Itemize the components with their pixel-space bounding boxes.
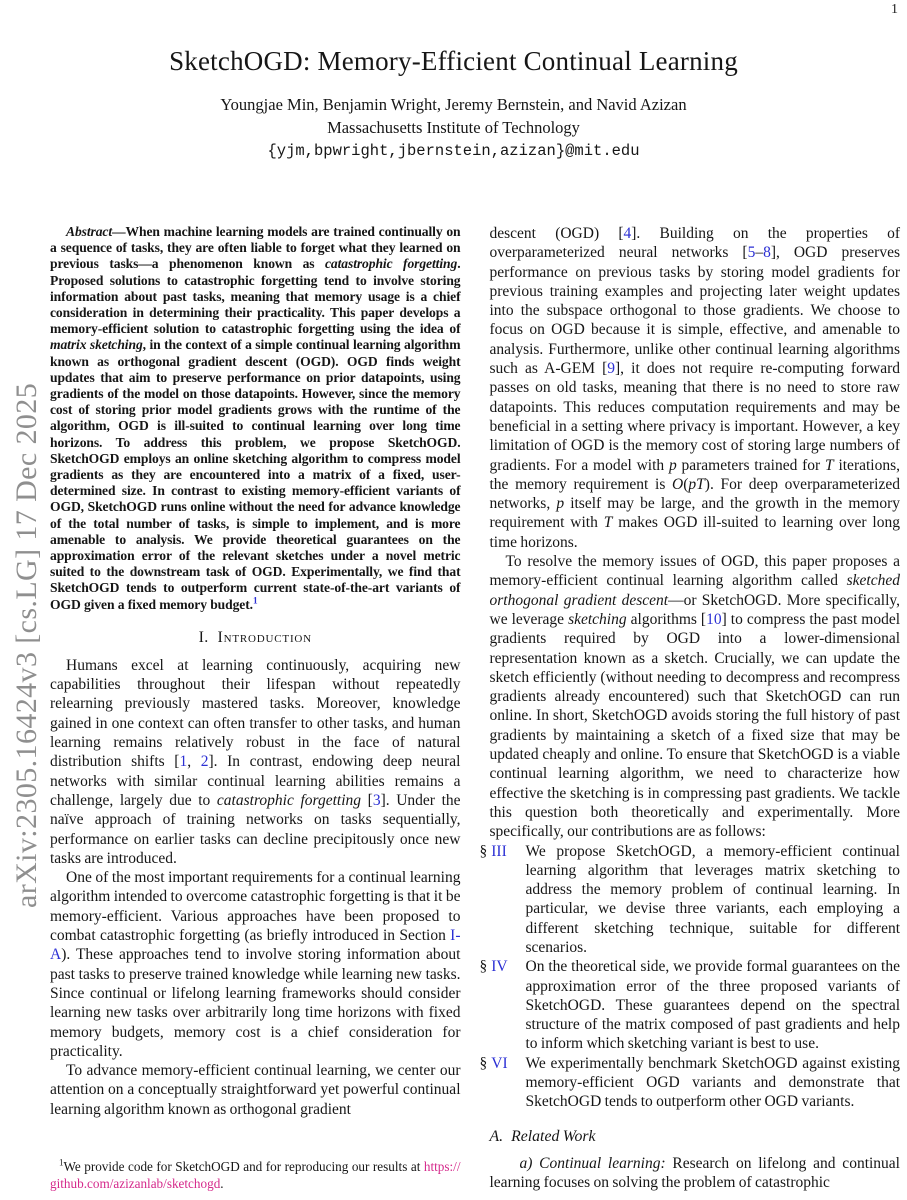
section-symbol: § [479,958,488,976]
section-symbol: § [479,842,488,860]
contribution-marker-1 [480,842,507,861]
related-work-heading [490,1127,901,1146]
intro-paragraph-2: One of the most important requirements for a continual learning algorithm intended to overcome catastrophic forgetting is that it be memory-efficient. Various approaches have been proposed to combat catastrophic forgetting (as briefly introduced in Section I-A). These approaches tend to involve storing information about past tasks to preserve trained knowledge while learning new tasks. Since continual or lifelong learning frameworks should consider learning new tasks over arbitrarily long time horizons with fixed memory budgets, memory cost is a chief consideration for practicality. [50,869,461,1060]
right-column [479,224,901,1192]
related-work-paragraph: a) Continual learning: Research on lifelong and continual learning focuses on solving the problem of catastrophic [489,1154,900,1192]
affiliation-line: Massachusetts Institute of Technology [327,118,580,137]
authors-line: Youngjae Min, Benjamin Wright, Jeremy Bernstein, and Navid Azizan [220,95,687,114]
footnote: $^1$We provide code for SketchOGD and for reproducing our results at https://github.com/azizanlab/sketchogd. [50,1157,461,1191]
section-ref-link[interactable]: III [491,842,507,860]
left-column-main [50,224,461,1158]
ref-link[interactable]: 8 [763,244,771,262]
url-link[interactable]: https://github.com/azizanlab/sketchogd [50,1159,461,1191]
contribution-item-2 [479,957,901,1053]
two-column-body [0,224,907,1192]
section-symbol: § [479,1054,488,1072]
intro-paragraph-1: Humans excel at learning continuously, acquiring new capabilities throughout their lifespan without repeatedly relearning previously mastered tasks. Moreover, knowledge gained in one context can often transfer to other tasks, and human learning remains relatively robust in the face of natural distribution shifts [1, 2]. In contrast, endowing deep neural networks with similar continual learning abilities remains a challenge, largely due to catastrophic forgetting [3]. Under the naïve approach of training networks on tasks sequentially, performance on earlier tasks can decline precipitously once new tasks are introduced. [50,656,461,867]
arxiv-watermark: arXiv:2305.16424v3 [cs.LG] 17 Dec 2025 [10,382,43,908]
introduction-text [50,656,461,1119]
right-paragraph-1: descent (OGD) [4]. Building on the properties of overparameterized neural networks [5–8], OGD preserves performance on previous tasks by storing model gradients for previous training examples and projecting later weight updates into the subspace orthogonal to those gradients. We choose to focus on OGD because it is simple, effective, and amenable to analysis. Furthermore, unlike other continual learning algorithms such as A-GEM [9], it does not require re-computing forward passes on old tasks, meaning that there is no need to store raw datapoints. This reduces computation requirements and may be beneficial in a setting where privacy is important. However, a key limitation of OGD is the memory cost of storing large numbers of gradients. For a model with p parameters trained for T iterations, the memory requirement is O(pT). For deep overparameterized networks, p itself may be large, and the growth in the memory requirement with T makes OGD ill-suited to learning over long time horizons. [489,225,901,551]
title-block [0,0,907,162]
section-heading-introduction [50,629,461,647]
ref-link[interactable]: 10 [706,610,722,628]
intro-paragraph-3: To advance memory-efficient continual learning, we center our attention on a conceptually straightforward yet powerful continual learning algorithm known as orthogonal gradient [50,1062,461,1118]
right-paragraph-2: To resolve the memory issues of OGD, this paper proposes a memory-efficient continual learning algorithm called sketched orthogonal gradient descent—or SketchOGD. More specifically, we leverage sketching algorithms [10] to compress the past model gradients required by OGD into a lower-dimensional representation known as a sketch. Crucially, we can update the sketch efficiently (without needing to decompress and recompress gradients already encountered) such that SketchOGD can run online. In short, SketchOGD avoids storing the full history of past gradients by maintaining a sketch of a fixed size that may be updated cheaply and online. To ensure that SketchOGD is a viable continual learning algorithm, we need to characterize how effective the sketching is in compressing past gradients. We tackle this question both theoretically and experimentally. More specifically, our contributions are as follows: [489,553,901,841]
ref-link[interactable]: 9 [607,360,616,378]
contribution-marker-3 [480,1054,508,1073]
ref-link[interactable]: I-A [50,927,461,964]
section-ref-link[interactable]: IV [491,958,508,976]
contribution-item-1 [479,842,901,958]
section-number: I. [198,628,209,646]
ref-link[interactable]: 1 [179,753,188,771]
subsection-label: A. [489,1127,504,1145]
ref-link[interactable]: 4 [623,225,632,242]
contribution-text-3: We experimentally benchmark SketchOGD against existing memory-efficient OGD variants and demonstrate that SketchOGD tends to outperform other OGD variants. [525,1054,900,1111]
contribution-text-2: On the theoretical side, we provide formal guarantees on the approximation error of the three proposed variants of SketchOGD. These guarantees depend on the spectral structure of the matrix composed of past gradients and help to inform which sketching variant is best to use. [525,958,900,1053]
section-title: Introduction [217,628,312,646]
ref-link[interactable]: 5 [747,244,756,262]
subsection-title: Related Work [511,1127,596,1145]
paper-title: SketchOGD: Memory-Efficient Continual Learning [169,46,738,76]
ref-link[interactable]: 3 [372,791,381,809]
email-line: {yjm,bpwright,jbernstein,azizan}@mit.edu [267,142,640,160]
abstract-paragraph: Abstract—When machine learning models are trained continually on a sequence of tasks, they are often liable to forget what they learned on previous tasks—a phenomenon known as catastrophic forgetting. Proposed solutions to catastrophic forgetting tend to involve storing information about past tasks, meaning that memory usage is a chief consideration in determining their practicality. This paper develops a memory-efficient solution to catastrophic forgetting using the idea of matrix sketching, in the context of a simple continual learning algorithm known as orthogonal gradient descent (OGD). OGD finds weight updates that aim to preserve performance on prior datapoints, using gradients of the model on those datapoints. However, since the memory cost of storing prior model gradients grows with the runtime of the algorithm, OGD is ill-suited to continual learning over long time horizons. To address this problem, we propose SketchOGD. SketchOGD employs an online sketching algorithm to compress model gradients as they are encountered into a matrix of a fixed, user-determined size. In contrast to existing memory-efficient variants of OGD, SketchOGD runs online without the need for advance knowledge of the total number of tasks, is simple to implement, and is more amenable to analysis. We provide theoretical guarantees on the approximation error of the relevant sketches under a novel metric suited to the downstream task of OGD. Experimentally, we find that SketchOGD tends to outperform current state-of-the-art variants of OGD given a fixed memory budget.$^1$ [50,224,461,612]
ref-link[interactable]: 2 [200,753,209,771]
left-column [50,224,461,1192]
page-number: 1 [891,2,898,17]
contribution-text-1: We propose SketchOGD, a memory-efficient continual learning algorithm that leverages matrix sketching to address the memory problem of continual learning. In particular, we devise three variants, each employing a different sketching technique, suitable for different scenarios. [525,842,900,956]
contribution-item-3 [479,1054,901,1112]
section-ref-link[interactable]: VI [491,1054,508,1072]
ref-link[interactable]: 1 [252,595,258,606]
contributions-list [479,842,901,1112]
contribution-marker-2 [480,957,508,976]
